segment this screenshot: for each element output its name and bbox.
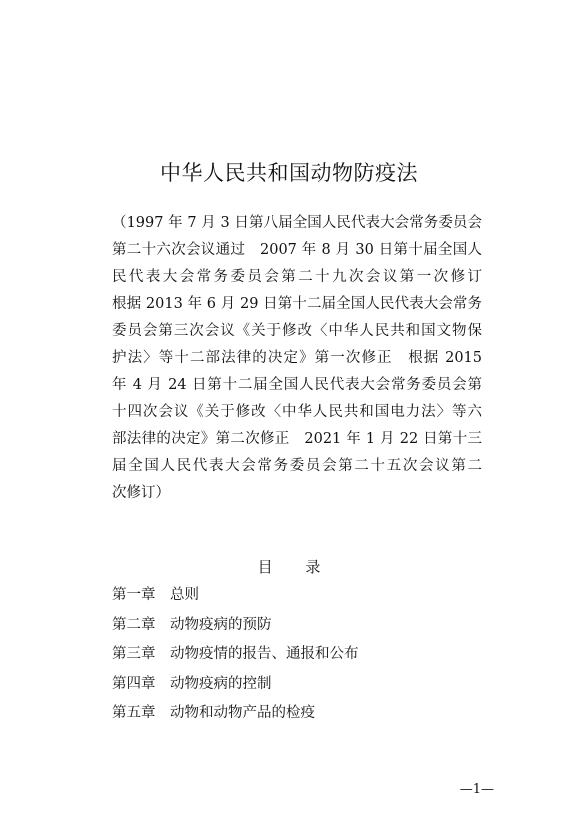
history-line: 委员会第三次会议《关于修改〈中华人民共和国文物保: [112, 323, 482, 339]
toc-chapter-title: 动物疫情的报告、通报和公布: [170, 646, 359, 662]
toc-item-chapter-5[interactable]: [112, 703, 482, 733]
toc-chapter-number: 第二章: [112, 616, 156, 633]
toc-item-chapter-3[interactable]: [112, 644, 482, 674]
toc-chapter-title: 动物疫病的控制: [170, 675, 272, 692]
enactment-history: [112, 210, 482, 507]
page-number: —1—: [459, 782, 494, 797]
history-line: 护法〉等十二部法律的决定》第一次修正 根据 2015: [112, 350, 482, 366]
history-line: 届全国人民代表大会常务委员会第二十五次会议第二: [112, 458, 482, 474]
history-line: 部法律的决定》第二次修正 2021 年 1 月 22 日第十三: [112, 431, 482, 447]
toc-item-chapter-1[interactable]: [112, 585, 482, 615]
history-line: 次修订）: [112, 485, 170, 501]
toc-chapter-number: 第一章: [112, 587, 156, 603]
toc-chapter-number: 第三章: [112, 646, 156, 662]
toc-chapter-title: 动物和动物产品的检疫: [170, 705, 315, 721]
toc-chapter-title: 总则: [170, 587, 199, 603]
table-of-contents: [112, 585, 482, 733]
history-line: 根据 2013 年 6 月 29 日第十二届全国人民代表大会常务: [112, 296, 482, 312]
history-line: （1997 年 7 月 3 日第八届全国人民代表大会常务委员会: [112, 215, 482, 231]
toc-item-chapter-2[interactable]: [112, 615, 482, 645]
toc-chapter-number: 第四章: [112, 675, 156, 692]
toc-item-chapter-4[interactable]: [112, 674, 482, 704]
toc-chapter-title: 动物疫病的预防: [170, 616, 272, 633]
toc-heading: 目 录: [257, 558, 321, 576]
law-title: 中华人民共和国动物防疫法: [160, 161, 418, 185]
history-line: 年 4 月 24 日第十二届全国人民代表大会常务委员会第: [112, 377, 482, 393]
history-line: 民代表大会常务委员会第二十九次会议第一次修订: [112, 269, 482, 285]
history-line: 第二十六次会议通过 2007 年 8 月 30 日第十届全国人: [112, 242, 482, 258]
toc-chapter-number: 第五章: [112, 705, 156, 721]
history-line: 十四次会议《关于修改〈中华人民共和国电力法〉等六: [112, 404, 482, 420]
